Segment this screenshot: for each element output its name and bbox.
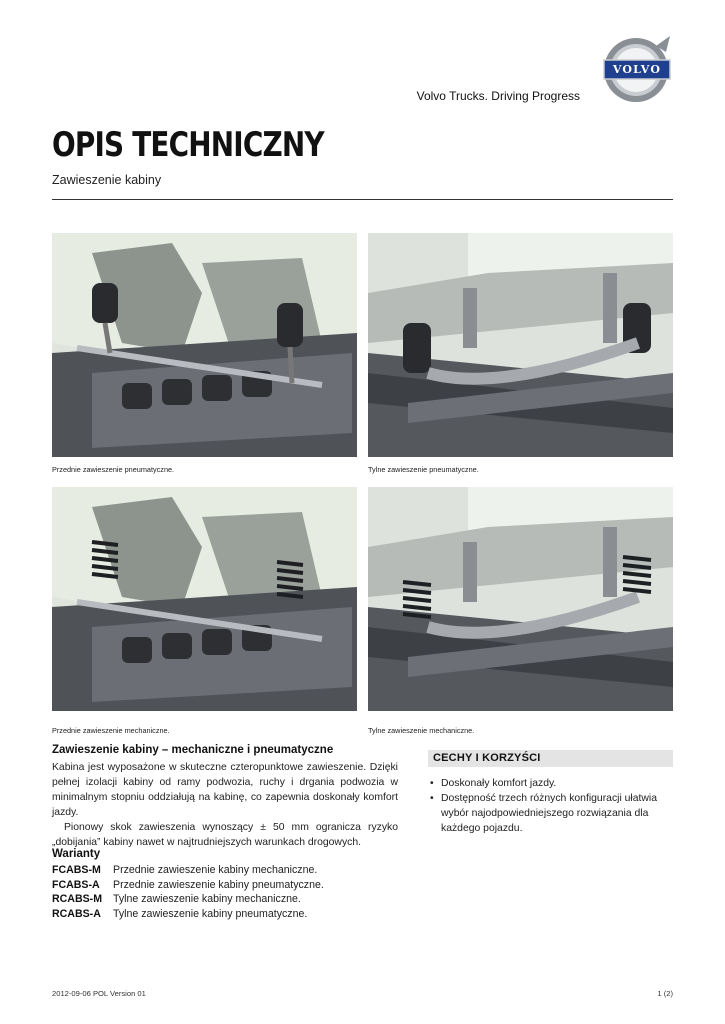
photo-front-air-suspension [52, 233, 357, 457]
section-heading: Zawieszenie kabiny – mechaniczne i pneumatyczne [52, 744, 334, 756]
logo-text: VOLVO [612, 63, 662, 76]
variant-code: FCABS-A [52, 878, 100, 891]
variant-code: FCABS-M [52, 864, 101, 876]
variant-row [52, 878, 324, 893]
photo-front-mechanical-suspension [52, 487, 357, 711]
variant-desc: Tylne zawieszenie kabiny mechaniczne. [113, 893, 301, 906]
photo-rear-air-suspension [368, 233, 673, 457]
photo-rear-mechanical-suspension [368, 487, 673, 711]
feature-item [428, 776, 673, 791]
variant-code: RCABS-M [52, 893, 103, 906]
bullet-icon: • [430, 793, 434, 804]
feature-text: Doskonały komfort jazdy. [441, 778, 557, 789]
variant-row [52, 892, 324, 907]
tagline: Volvo Trucks. Driving Progress [416, 89, 580, 103]
footer-version: 2012-09-06 POL Version 01 [52, 989, 146, 998]
variants-heading: Warianty [52, 848, 101, 860]
variant-desc: Przednie zawieszenie kabiny pneumatyczne. [113, 878, 324, 891]
variant-row [52, 863, 324, 878]
variant-desc: Przednie zawieszenie kabiny mechaniczne. [113, 864, 318, 876]
photo-caption: Tylne zawieszenie mechaniczne. [368, 726, 475, 735]
photo-caption: Tylne zawieszenie pneumatyczne. [368, 465, 479, 474]
volvo-logo [600, 30, 676, 106]
variant-desc: Tylne zawieszenie kabiny pneumatyczne. [113, 907, 308, 920]
variant-row [52, 907, 324, 922]
header-divider [52, 199, 673, 200]
feature-item [428, 791, 673, 836]
features-heading: CECHY I KORZYŚCI [433, 752, 541, 764]
bullet-icon: • [430, 778, 434, 789]
section-body [52, 760, 398, 850]
photo-caption: Przednie zawieszenie pneumatyczne. [52, 465, 175, 474]
page-title: OPIS TECHNICZNY [52, 125, 324, 165]
variant-code: RCABS-A [52, 907, 101, 920]
footer-page-number: 1 (2) [657, 989, 673, 998]
page-subtitle: Zawieszenie kabiny [52, 173, 162, 187]
body-paragraph: Kabina jest wyposażone w skuteczne czteropunktowe zawieszenie. Dzięki pełnej izolacji kabiny od ramy podwozia, ruchy i drgania podwozia w minimalnym stopniu oddziałują na kabinę, co zapewnia doskonały komfort jazdy. [52, 762, 398, 818]
feature-text: Dostępność trzech różnych konfiguracji ułatwia wybór najodpowiedniejszego rozwiązania dla każdego pojazdu. [441, 793, 657, 834]
variants-list [52, 863, 324, 921]
photo-caption: Przednie zawieszenie mechaniczne. [52, 726, 170, 735]
body-paragraph: Pionowy skok zawieszenia wynoszący ± 50 mm ogranicza ryzyko „dobijania” kabiny nawet w najtrudniejszych warunkach drogowych. [52, 822, 398, 848]
features-list [428, 776, 673, 836]
